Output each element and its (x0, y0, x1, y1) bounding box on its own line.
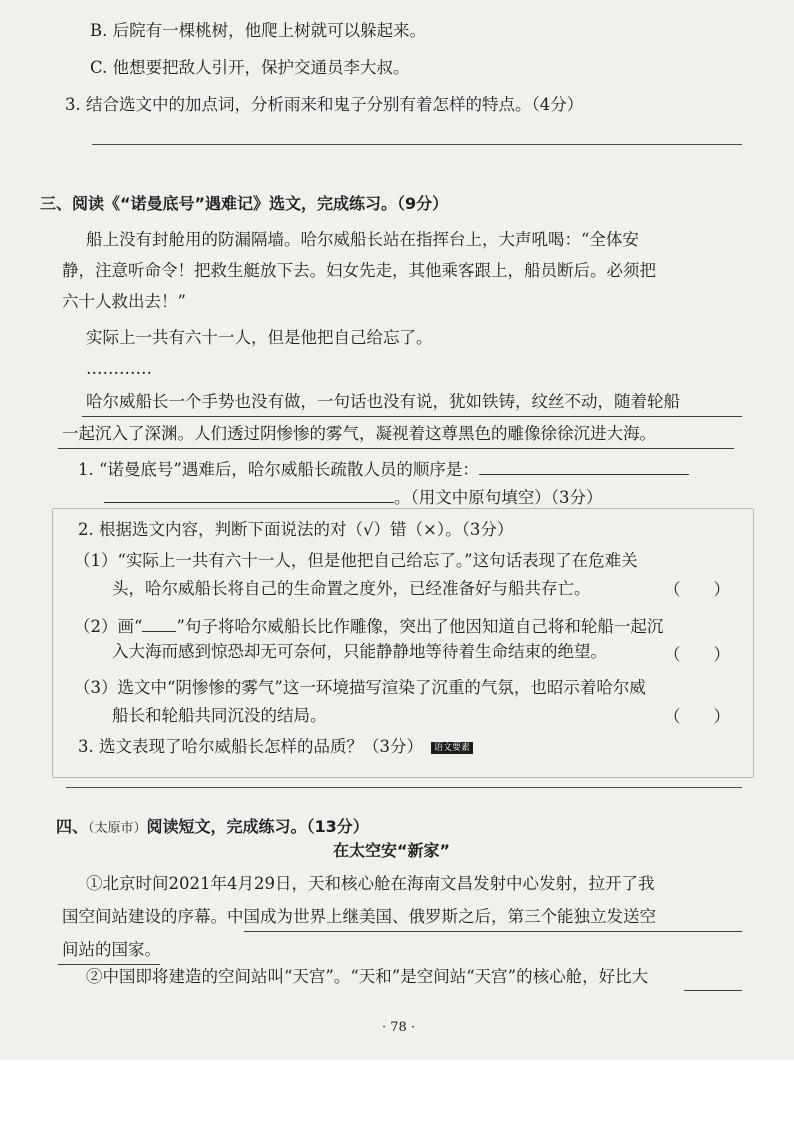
answer-paren-2[interactable]: （ ） (664, 645, 730, 664)
option-c: C. 他想要把敌人引开，保护交通员李大叔。 (90, 58, 410, 77)
fill-blank-2[interactable] (104, 484, 394, 503)
s3-q2-3-line1: （3）选文中“阴惨惨的雾气”这一环境描写渲染了沉重的气氛，也昭示着哈尔威 (74, 678, 646, 697)
s3-q2-2-rest: ”句子将哈尔威船长比作雕像，突出了他因知道自己将和轮船一起沉 (176, 617, 664, 636)
article-title: 在太空安“新家” (333, 841, 451, 860)
article-p1-line3: 间站的国家。 (62, 940, 161, 959)
passage-ellipsis: ………… (86, 359, 152, 378)
underline-4 (58, 964, 160, 965)
s3-question-2-heading: 2. 根据选文内容，判断下面说法的对（√）错（×）。（3分） (78, 520, 514, 539)
passage-p1-line2: 静，注意听命令！把救生艇放下去。妇女先走，其他乘客跟上，船员断后。必须把 (62, 261, 656, 280)
underline-3 (244, 931, 742, 932)
s3-q2-3-line2: 船长和轮船共同沉没的结局。 (112, 706, 327, 725)
s4-heading-city: （太原市） (88, 821, 147, 836)
section3-heading: 三、阅读《“诺曼底号”遇难记》选文，完成练习。（9分） (40, 194, 449, 213)
answer-line (92, 144, 742, 145)
passage-p3-line1: 哈尔威船长一个手势也没有做，一句话也没有说，犹如铁铸，纹丝不动，随着轮船 (86, 392, 680, 411)
s3-q2-2-line2: 入大海而感到惊恐却无可奈何，只能静静地等待着生命结束的绝望。 (112, 642, 607, 661)
s3-q1-suffix: 。（用文中原句填空）（3分） (394, 488, 603, 507)
s3-q2-1-line1: （1）“实际上一共有六十一人，但是他把自己给忘了。”这句话表现了在危难关 (74, 551, 638, 570)
article-p1-line2: 国空间站建设的序幕。中国成为世界上继美国、俄罗斯之后，第三个能独立发送空 (62, 907, 656, 926)
s3-q2-2-prefix: （2）画“ (74, 617, 143, 636)
passage-p1-line3: 六十人救出去！” (62, 292, 186, 311)
underline-1 (82, 416, 742, 417)
answer-line-2 (66, 787, 742, 788)
article-p1-line1: ①北京时间2021年4月29日，天和核心舱在海南文昌发射中心发射，拉开了我 (86, 874, 655, 893)
s3-question-1-cont (104, 484, 603, 509)
question-3-prev: 3. 结合选文中的加点词，分析雨来和鬼子分别有着怎样的特点。（4分） (65, 95, 584, 114)
underline-2 (58, 448, 734, 449)
s4-heading-prefix: 四、 (56, 817, 89, 836)
answer-paren-3[interactable]: （ ） (664, 707, 730, 726)
answer-paren-1[interactable]: （ ） (664, 580, 730, 599)
s3-question-1 (78, 456, 689, 481)
s3-q1-text: 1. “诺曼底号”遇难后，哈尔威船长疏散人员的顺序是： (78, 460, 479, 479)
passage-p2: 实际上一共有六十一人，但是他把自己给忘了。 (86, 328, 433, 347)
passage-p3-line2: 一起沉入了深渊。人们透过阴惨惨的雾气，凝视着这尊黑色的雕像徐徐沉进大海。 (62, 424, 656, 443)
article-p2-line1: ②中国即将建造的空间站叫“天宫”。“天和”是空间站“天宫”的核心舱，好比大 (86, 967, 649, 986)
yuwen-yaosu-badge: 语文要素 (431, 742, 473, 754)
section4-heading (56, 816, 369, 840)
passage-p1-line1: 船上没有封舱用的防漏隔墙。哈尔威船长站在指挥台上，大声吼喝：“全体安 (86, 230, 639, 249)
fill-blank-3[interactable] (142, 613, 176, 632)
s3-question-3 (78, 736, 473, 758)
underline-5 (684, 990, 742, 991)
option-b: B. 后院有一棵桃树，他爬上树就可以躲起来。 (90, 21, 427, 40)
s3-q2-1-line2: 头，哈尔威船长将自己的生命置之度外，已经准备好与船共存亡。 (112, 579, 591, 598)
bleed-through-text (540, 8, 544, 24)
s4-heading-rest: 阅读短文，完成练习。（13分） (146, 817, 369, 836)
fill-blank-1[interactable] (479, 456, 689, 475)
s3-q2-2-line1 (74, 613, 663, 638)
page-number: · 78 · (382, 1020, 416, 1035)
s3-q3-text: 3. 选文表现了哈尔威船长怎样的品质？（3分） (78, 737, 423, 756)
